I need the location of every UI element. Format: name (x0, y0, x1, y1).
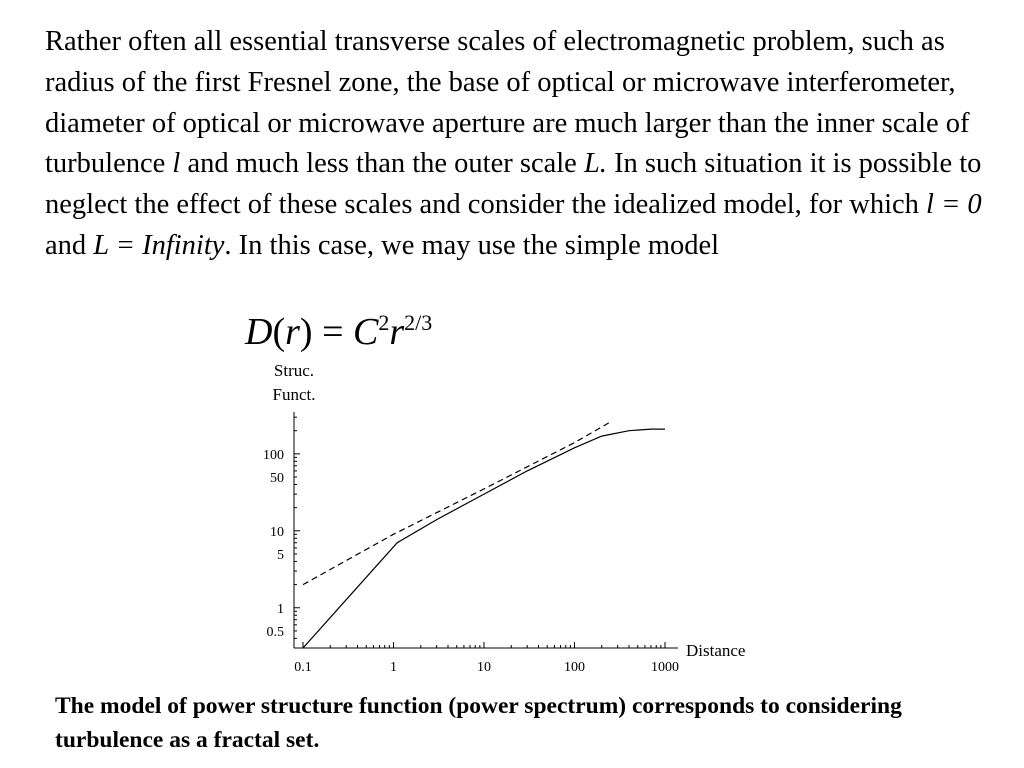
y-tick-label: 100 (263, 447, 284, 463)
formula-constant: C (353, 311, 379, 353)
para-text-1: Rather often all essential transverse scales of electromagnetic problem, such as radius of the first Fresnel zone, the base of optical or microwave interferometer, diameter of optical or microwave aperture are much larger than the inner scale of turbulence (45, 26, 970, 180)
x-tick-label: 1000 (651, 660, 679, 675)
condition-inner-scale: l = 0 (926, 189, 982, 221)
formula-close-paren: ) (299, 311, 313, 353)
x-axis-label: Distance (686, 641, 746, 660)
formula-variable-exponent: 2/3 (404, 310, 433, 335)
x-tick-label: 100 (564, 660, 585, 675)
formula-open-paren: ( (272, 311, 286, 353)
formula-func: D (245, 311, 273, 353)
x-tick-label: 1 (390, 660, 397, 675)
y-tick-label: 1 (277, 601, 284, 617)
y-tick-label: 50 (270, 471, 284, 487)
formula-variable: r (389, 311, 405, 353)
condition-outer-scale: L = Infinity (93, 229, 225, 261)
x-tick-label: 0.1 (294, 660, 312, 675)
para-text-5: . In this case, we may use the simple model (224, 229, 720, 261)
formula-equals: = (312, 311, 353, 353)
inner-scale-symbol: l (172, 148, 181, 180)
para-text-3: In such situation it is possible to neglect the effect of these scales and consider the idealized model, for which (45, 148, 982, 221)
structure-function-curve (303, 429, 665, 648)
formula-constant-exponent: 2 (378, 310, 390, 335)
y-tick-label: 0.5 (266, 624, 284, 640)
formula-arg: r (285, 311, 300, 353)
para-text-4: and (45, 229, 94, 261)
y-tick-label: 10 (270, 524, 284, 540)
outer-scale-symbol: L. (583, 148, 607, 180)
x-tick-label: 10 (477, 660, 491, 675)
dashed-asymptote-line (303, 422, 611, 585)
y-tick-label: 5 (277, 547, 284, 563)
para-text-2: and much less than the outer scale (180, 148, 584, 180)
figure-caption: The model of power structure function (power spectrum) corresponds to considering turbulence as a fractal set. (55, 693, 902, 753)
y-axis-label-line2: Funct. (272, 385, 316, 404)
y-axis-label-line1: Struc. (273, 361, 315, 380)
